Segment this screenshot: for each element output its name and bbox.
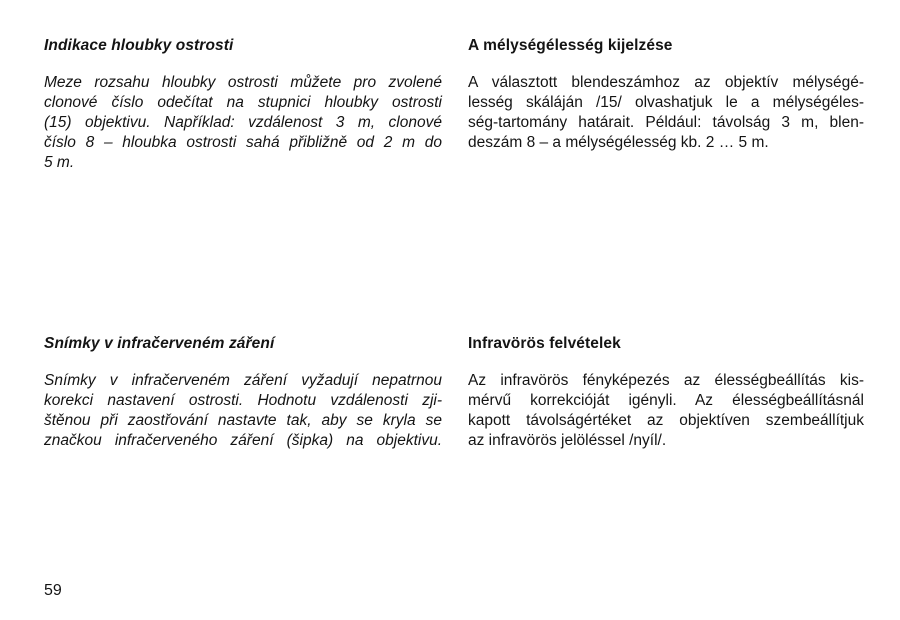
page-number: 59 <box>44 582 62 599</box>
text-line: ség-tartomány határait. Például: távolság 3 m, blen- <box>468 114 864 131</box>
hu-infrared-text <box>468 371 864 451</box>
text-line: značkou infračerveného záření (šipka) na objektivu. <box>44 432 442 449</box>
text-line: štěnou při zaostřování nastavte tak, aby se kryla se <box>44 412 442 429</box>
cz-depth-of-field-text <box>44 73 442 173</box>
text-line: lesség skáláján /15/ olvashatjuk le a mélységéles- <box>468 94 864 111</box>
hu-infrared-heading: Infravörös felvételek <box>468 335 621 352</box>
text-line: korekci nastavení ostrosti. Hodnotu vzdálenosti zji- <box>44 392 442 409</box>
text-line: Meze rozsahu hloubky ostrosti můžete pro zvolené <box>44 74 442 91</box>
cz-infrared-heading: Snímky v infračerveném záření <box>44 335 275 352</box>
text-line: deszám 8 – a mélységélesség kb. 2 … 5 m. <box>468 134 769 151</box>
hu-depth-of-field-heading: A mélységélesség kijelzése <box>468 37 673 54</box>
cz-infrared-text <box>44 371 442 451</box>
text-line: číslo 8 – hloubka ostrosti sahá přibližně od 2 m do <box>44 134 442 151</box>
hu-depth-of-field-section <box>468 36 864 153</box>
text-line: clonové číslo odečítat na stupnici hloubky ostrosti <box>44 94 442 111</box>
hu-depth-of-field-text <box>468 73 864 153</box>
text-line: A választott blendeszámhoz az objektív mélységé- <box>468 74 864 91</box>
text-line: mérvű korrekcióját igényli. Az élességbeállításnál <box>468 392 864 409</box>
text-line: Snímky v infračerveném záření vyžadují nepatrnou <box>44 372 442 389</box>
hu-infrared-section <box>468 334 864 451</box>
text-line: Az infravörös fényképezés az élességbeállítás kis- <box>468 372 864 389</box>
text-line: (15) objektivu. Například: vzdálenost 3 m, clonové <box>44 114 442 131</box>
cz-depth-of-field-heading: Indikace hloubky ostrosti <box>44 37 234 54</box>
text-line: az infravörös jelöléssel /nyíl/. <box>468 432 667 449</box>
cz-depth-of-field-section <box>44 36 442 173</box>
cz-infrared-section <box>44 334 442 451</box>
text-line: 5 m. <box>44 154 75 171</box>
text-line: kapott távolságértéket az objektíven szembeállítjuk <box>468 412 864 429</box>
